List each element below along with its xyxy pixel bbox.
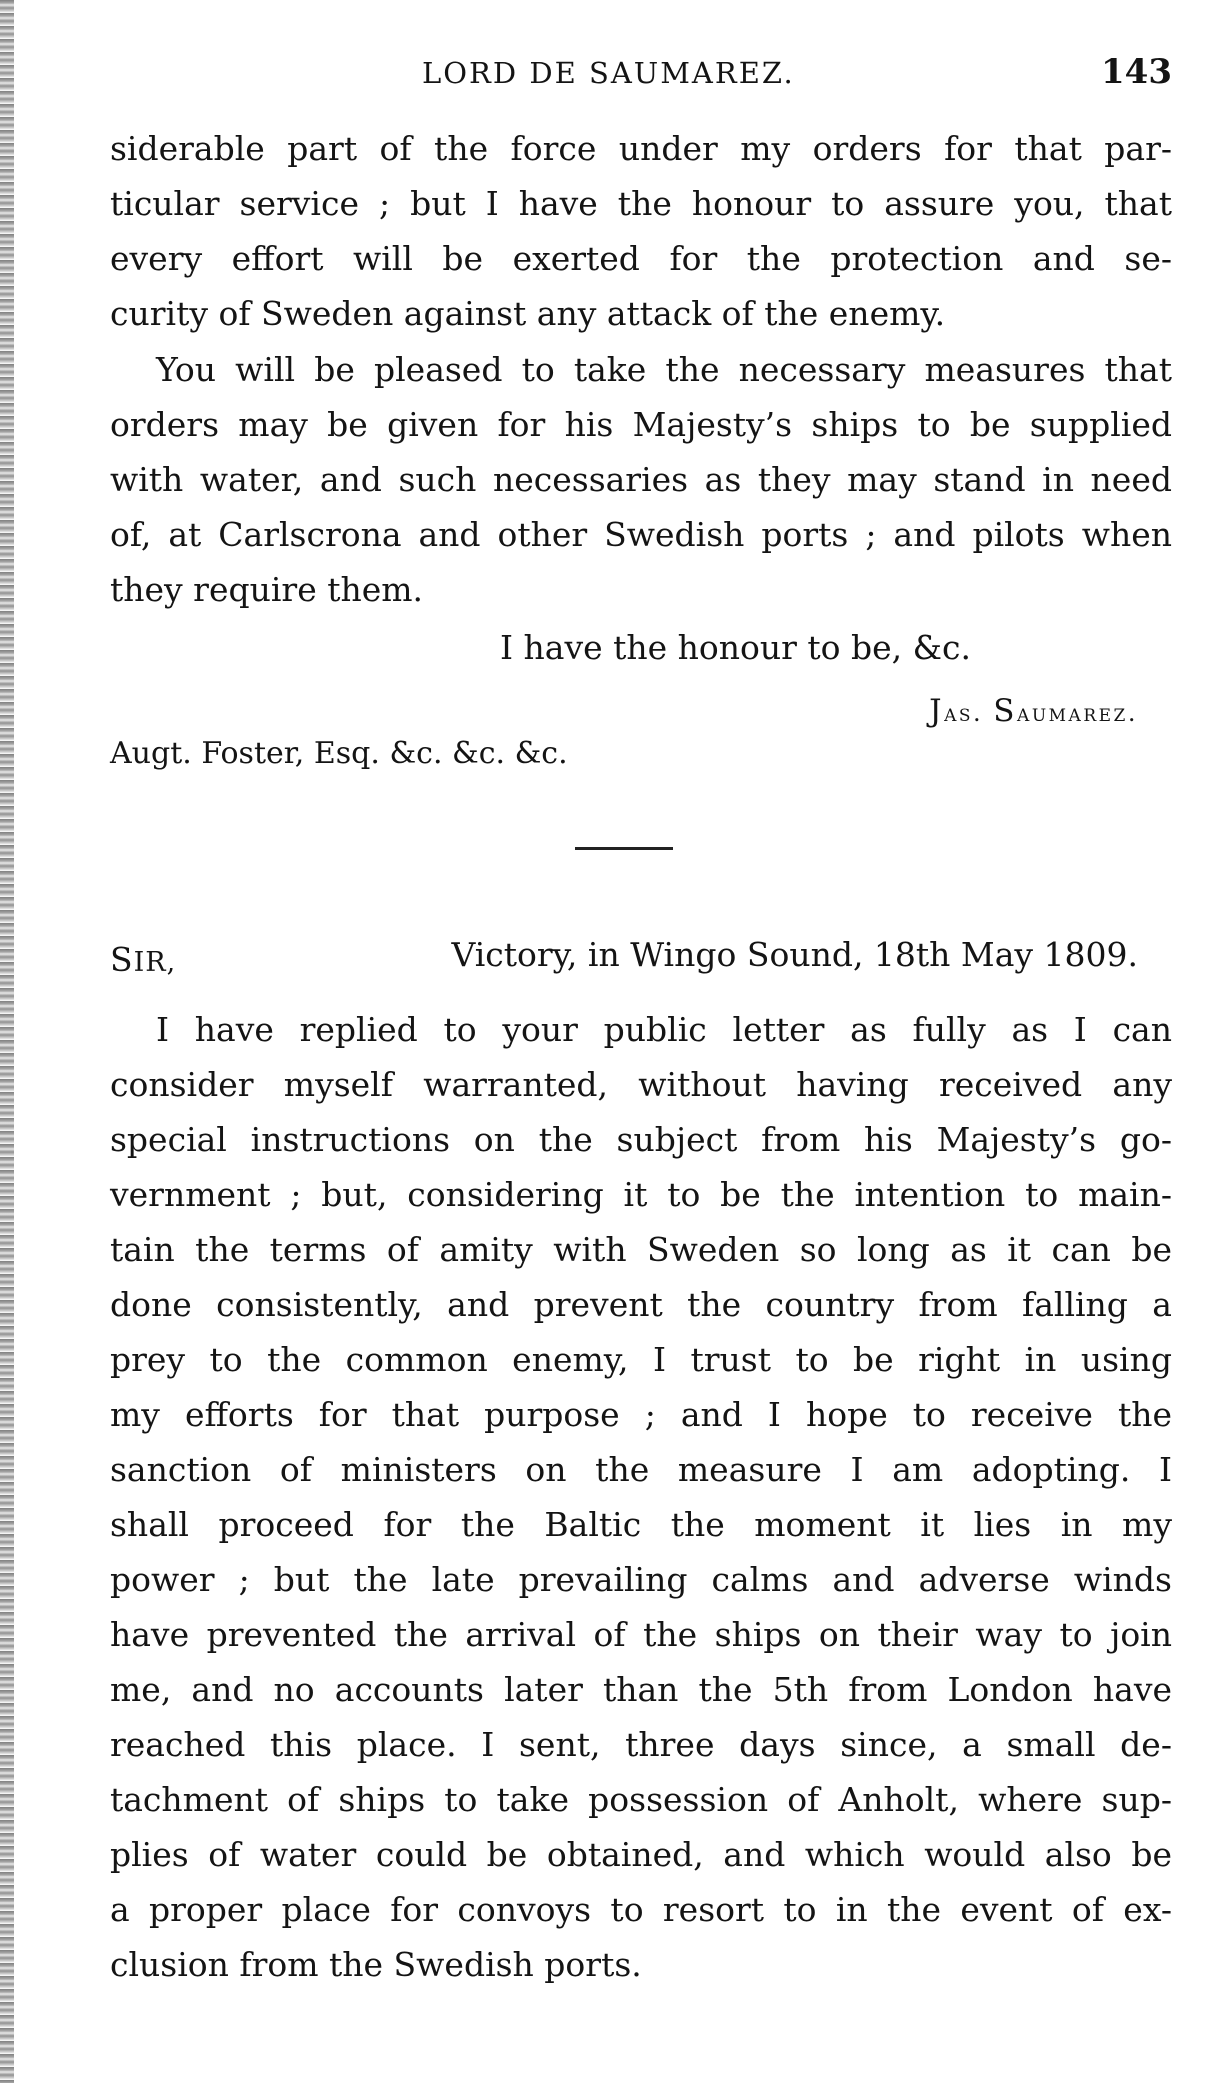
text-line: consider myself warranted, without having received any [110,1065,1172,1104]
running-title: LORD DE SAUMAREZ. [422,56,795,90]
text-line: they require them. [110,570,424,609]
addressee: Augt. Foster, Esq. &c. &c. &c. [110,736,568,771]
page-header [110,52,1172,102]
text-line: tain the terms of amity with Sweden so long as it can be [110,1230,1172,1269]
text-line: every effort will be exerted for the protection and se- [110,239,1172,278]
section-divider [575,847,673,850]
text-line: ticular service ; but I have the honour to assure you, that [110,184,1172,223]
signature-rest-2: aumarez. [1017,699,1138,727]
salutation-rest: IR, [133,947,177,978]
text-line: curity of Sweden against any attack of the enemy. [110,294,946,333]
text-line: with water, and such necessaries as they may stand in need [110,460,1172,499]
letter1-paragraph-2 [110,342,1172,617]
dateline: Victory, in Wingo Sound, 18th May 1809. [451,935,1138,974]
letter2-body [110,1002,1172,1992]
text-line: done consistently, and prevent the country from falling a [110,1285,1172,1324]
text-line: my efforts for that purpose ; and I hope to receive the [110,1395,1172,1434]
text-line: have prevented the arrival of the ships on their way to join [110,1615,1172,1654]
text-line: siderable part of the force under my orders for that par- [110,129,1172,168]
page-number: 143 [1101,52,1172,92]
text-line: reached this place. I sent, three days since, a small de- [110,1725,1172,1764]
text-line: plies of water could be obtained, and which would also be [110,1835,1172,1874]
text-line: sanction of ministers on the measure I am adopting. I [110,1450,1172,1489]
signature-rest: as. [944,699,994,727]
text-line: of, at Carlscrona and other Swedish ports ; and pilots when [110,515,1172,554]
signature [929,693,1138,729]
signature-initial: J [929,693,945,729]
page-edge-shadow [0,0,14,2083]
text-line: shall proceed for the Baltic the moment it lies in my [110,1505,1172,1544]
text-line: power ; but the late prevailing calms and adverse winds [110,1560,1172,1599]
signature-initial-2: S [993,693,1018,729]
book-page [110,0,1172,2083]
letter1-paragraph-1 [110,121,1172,341]
salutation-initial: S [110,940,134,979]
text-line: vernment ; but, considering it to be the intention to main- [110,1175,1172,1214]
salutation [110,940,176,979]
text-line: tachment of ships to take possession of Anholt, where sup- [110,1780,1172,1819]
text-line: I have replied to your public letter as fully as I can [156,1010,1172,1049]
text-line: a proper place for convoys to resort to in the event of ex- [110,1890,1172,1929]
text-line: You will be pleased to take the necessary measures that [156,350,1172,389]
text-line: clusion from the Swedish ports. [110,1945,642,1984]
text-line: orders may be given for his Majesty’s ships to be supplied [110,405,1172,444]
letter-closing: I have the honour to be, &c. [500,628,972,667]
text-line: prey to the common enemy, I trust to be right in using [110,1340,1172,1379]
text-line: me, and no accounts later than the 5th from London have [110,1670,1172,1709]
text-line: special instructions on the subject from his Majesty’s go- [110,1120,1172,1159]
